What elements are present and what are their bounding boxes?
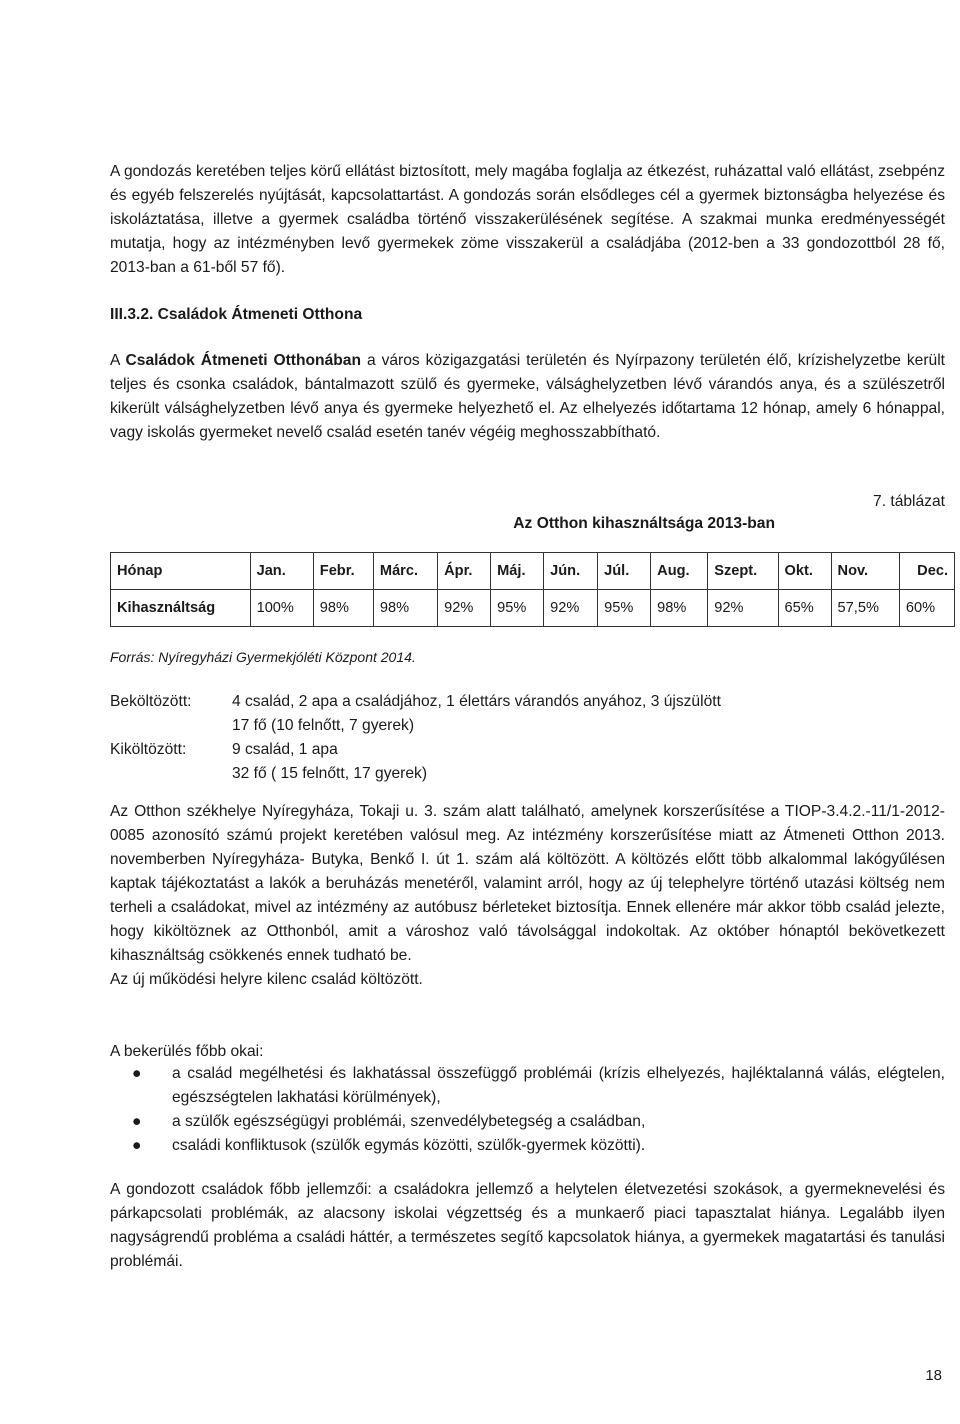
relocation-section <box>110 800 945 992</box>
moved-out-label: Kiköltözött: <box>110 741 187 758</box>
table-cell: 98% <box>373 590 437 627</box>
moved-out-row-2 <box>110 762 945 786</box>
table-source: Forrás: Nyíregyházi Gyermekjóléti Központ 2014. <box>110 649 416 665</box>
moved-in-label: Beköltözött: <box>110 693 192 710</box>
table-cell: 92% <box>544 590 598 627</box>
table-cell: 95% <box>598 590 651 627</box>
list-item <box>110 1062 945 1110</box>
moved-out-row <box>110 738 945 762</box>
table-number: 7. táblázat <box>873 493 945 510</box>
moved-in-row <box>110 690 945 714</box>
paragraph-rest: a város közigazgatási területén és Nyírpazony területén élő, krízishelyzetbe került teljes és csonka családok, bántalmazott szülő és gyermeke, válsághelyzetben lévő várandós anya, és a szülészetről kikerült válsághelyzetben lévő anya és gyermeke helyezhető el. Az elhelyezés időtartama 12 hónap, amely 6 hónappal, vagy iskolás gyermeket nevelő család esetén tanév végéig meghosszabbítható. <box>110 352 946 441</box>
table-cell: Júl. <box>598 553 651 590</box>
table-cell: Jan. <box>250 553 313 590</box>
list-item-text: családi konfliktusok (szülők egymás közötti, szülők-gyermek közötti). <box>172 1137 646 1154</box>
bullet-icon: ● <box>132 1113 142 1130</box>
list-item-text: a szülők egészségügyi problémái, szenvedélybetegség a családban, <box>172 1113 646 1130</box>
table-cell: Szept. <box>708 553 778 590</box>
table-cell: 60% <box>899 590 954 627</box>
table-cell: Nov. <box>831 553 899 590</box>
relocation-note: Az új működési helyre kilenc család költözött. <box>110 971 423 988</box>
section-paragraph <box>110 349 945 445</box>
moved-in-text: 4 család, 2 apa a családjához, 1 élettárs várandós anyához, 3 újszülött <box>232 693 721 710</box>
paragraph-lead: A <box>110 352 126 369</box>
table-cell: Febr. <box>313 553 373 590</box>
table-cell: Márc. <box>373 553 437 590</box>
table-cell: Aug. <box>651 553 708 590</box>
list-item <box>110 1110 945 1134</box>
relocation-paragraph: Az Otthon székhelye Nyíregyháza, Tokaji u. 3. szám alatt található, amelynek korszerűsítése a TIOP-3.4.2.-11/1-2012-0085 azonosító számú projekt keretében valósul meg. Az intézmény korszerűsítése miatt az Átmeneti Otthon 2013. novemberben Nyíregyháza- Butyka, Benkő I. út 1. szám alá költözött. A költözés előtt több alkalommal lakógyűlésen kaptak tájékoztatást a lakók a beruházás menetéről, valamint arról, hogy az új telephelyre történő utazási költség nem terheli a családokat, mivel az intézmény az autóbusz bérleteket biztosítja. Ennek ellenére már akkor több család jelezte, hogy kiköltöznek az Otthonból, amit a városhoz való távolsággal indokoltak. Az október hónaptól bekövetkezett kihasználtság csökkenés ennek tudható be. <box>110 803 945 964</box>
table-cell: 98% <box>651 590 708 627</box>
intro-paragraph: A gondozás keretében teljes körű ellátást biztosított, mely magába foglalja az étkezést, ruházattal való ellátást, zsebpénz és egyéb felszerelés nyújtását, kapcsolattartást. A gondozás során elsődleges cél a gyermek biztonságba helyezése és iskoláztatása, illetve a gyermek családba történő visszakerülésének segítése. A szakmai munka eredményességét mutatja, hogy az intézményben levő gyermekek zöme visszakerül a családjába (2012-ben a 33 gondozottból 28 fő, 2013-ban a 61-ből 57 fő). <box>110 163 945 276</box>
page-number: 18 <box>925 1367 942 1384</box>
table-cell: 92% <box>708 590 778 627</box>
list-item-text: a család megélhetési és lakhatással összefüggő problémái (krízis elhelyezés, hajléktalanná válás, elégtelen, egészségtelen lakhatási körülmények), <box>172 1065 945 1106</box>
table-cell: 65% <box>778 590 831 627</box>
row-label-month: Hónap <box>111 553 251 590</box>
moved-out-text: 9 család, 1 apa <box>232 741 338 758</box>
paragraph-bold-term: Családok Átmeneti Otthonában <box>125 352 361 369</box>
moved-out-count: 32 fő ( 15 felnőtt, 17 gyerek) <box>232 765 428 782</box>
table-cell: 98% <box>313 590 373 627</box>
table-caption: Az Otthon kihasználtsága 2013-ban <box>513 515 775 532</box>
characteristics-paragraph: A gondozott családok főbb jellemzői: a családokra jellemző a helytelen életvezetési szokások, a gyermeknevelési és párkapcsolati problémák, az alacsony iskolai végzettség és a munkaerő piaci tapasztalat hiánya. Legalább ilyen nagyságrendű probléma a családi háttér, a természetes segítő kapcsolatok hiánya, a gyermekek magatartási és tanulási problémái. <box>110 1181 945 1270</box>
reasons-title: A bekerülés főbb okai: <box>110 1043 264 1060</box>
moved-in-count: 17 fő (10 felnőtt, 7 gyerek) <box>232 717 415 734</box>
list-item <box>110 1134 945 1158</box>
section-heading: III.3.2. Családok Átmeneti Otthona <box>110 306 363 323</box>
reasons-list <box>110 1062 945 1158</box>
utilization-table <box>110 552 955 627</box>
table-cell: 57,5% <box>831 590 899 627</box>
table-row-months <box>111 553 955 590</box>
table-row-utilization <box>111 590 955 627</box>
table-cell: 100% <box>250 590 313 627</box>
table-cell: Máj. <box>491 553 544 590</box>
table-cell: 95% <box>491 590 544 627</box>
row-label-utilization: Kihasználtság <box>111 590 251 627</box>
move-summary <box>110 690 945 786</box>
bullet-icon: ● <box>132 1065 142 1082</box>
table-cell: Jún. <box>544 553 598 590</box>
table-cell: Okt. <box>778 553 831 590</box>
table-cell: Dec. <box>899 553 954 590</box>
moved-in-row-2 <box>110 714 945 738</box>
table-cell: 92% <box>438 590 491 627</box>
bullet-icon: ● <box>132 1137 142 1154</box>
table-cell: Ápr. <box>438 553 491 590</box>
